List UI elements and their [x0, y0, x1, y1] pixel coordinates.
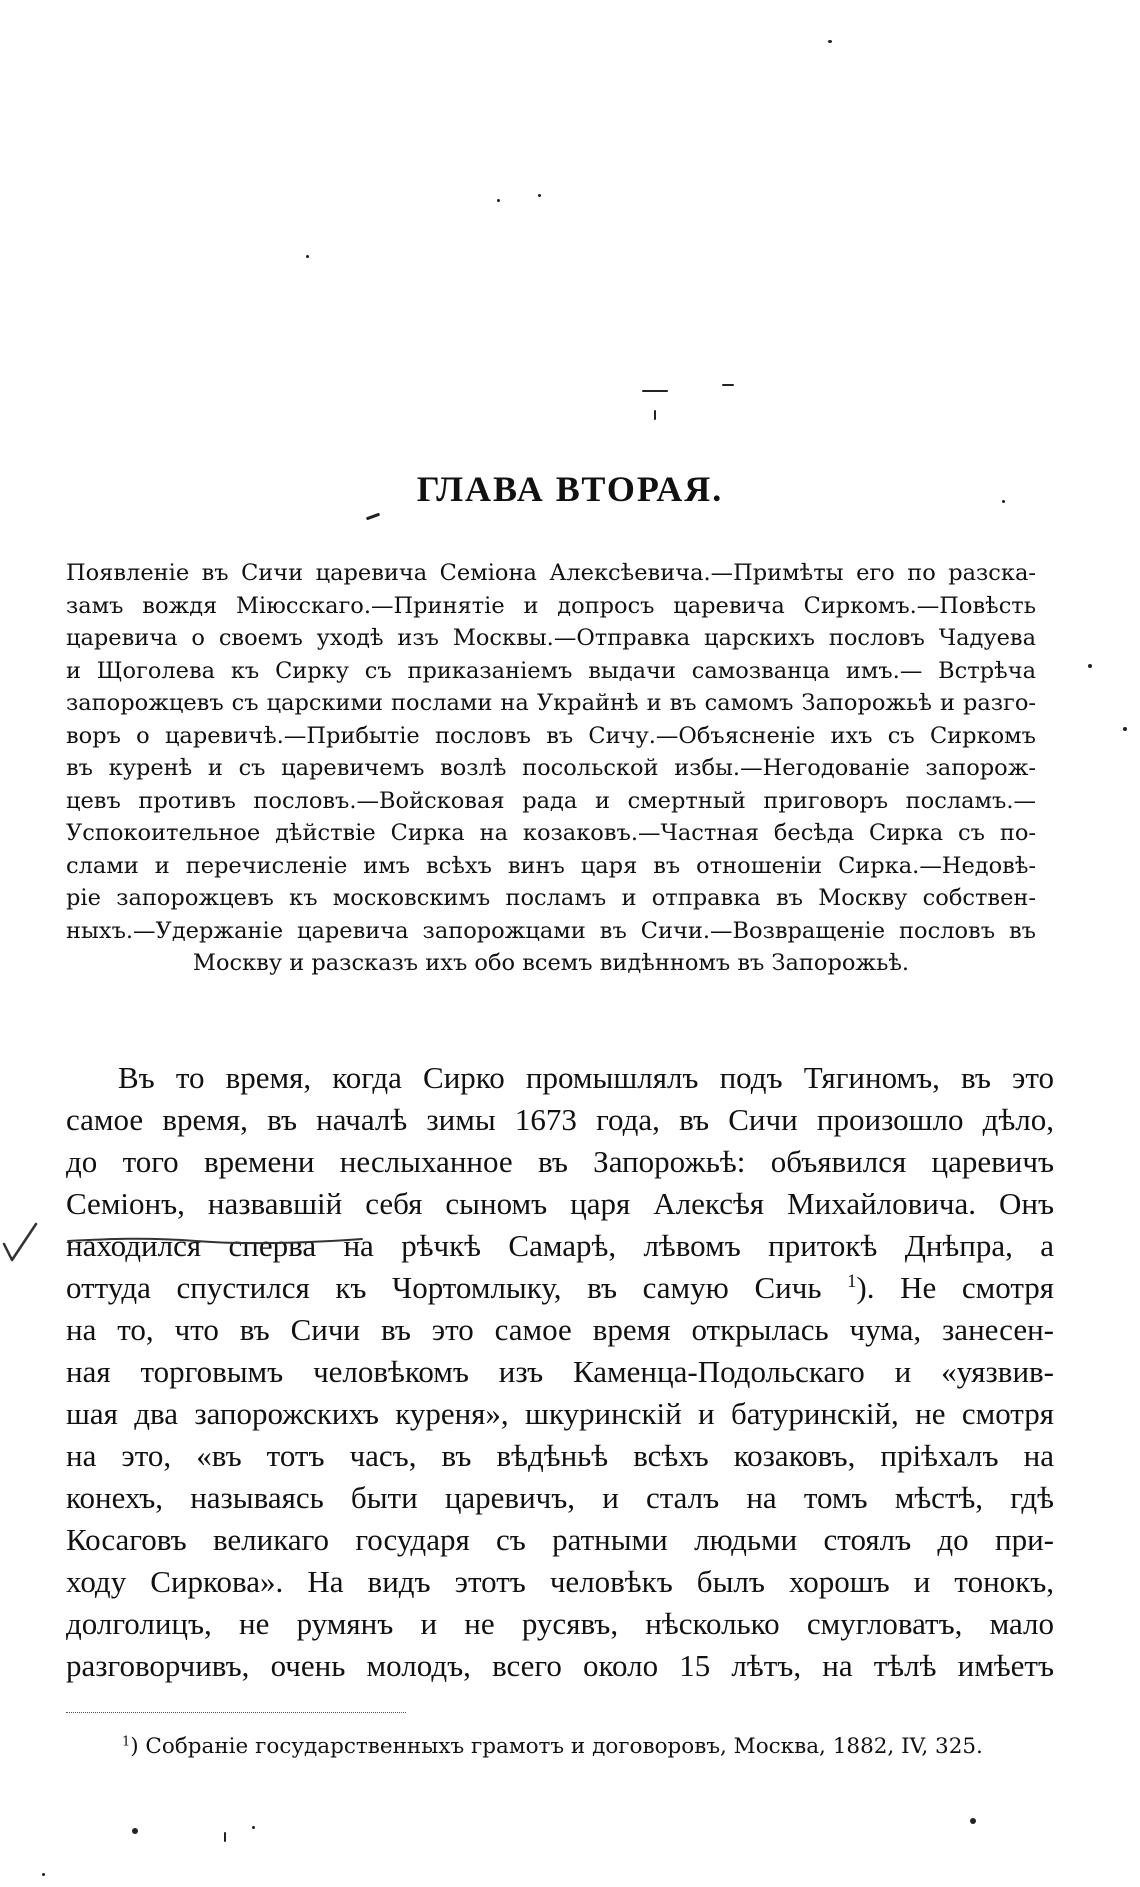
scan-speck	[722, 384, 734, 386]
body-line-text: оттуда спустился къ Чортомлыку, въ самую Сичь	[66, 1270, 822, 1305]
footnote-divider	[66, 1712, 406, 1713]
scan-speck	[654, 410, 656, 420]
footnote-text: ) Собраніе государственныхъ грамотъ и договоровъ, Москва, 1882, IV, 325.	[130, 1734, 983, 1759]
summary-line: въ куренѣ и съ царевичемъ возлѣ посольской избы.—Негодованіе запорож-	[66, 755, 1036, 781]
summary-line: слами и перечисленіе имъ всѣхъ винъ царя въ отношеніи Сирка.—Недовѣ-	[66, 852, 1036, 879]
scan-speck	[306, 255, 309, 258]
body-line-text: ). Не смотря	[856, 1270, 1055, 1305]
body-line: ходу Сиркова». На видъ этотъ человѣкъ былъ хорошъ и тонокъ,	[66, 1564, 1054, 1599]
scan-speck	[538, 194, 541, 197]
body-line	[66, 1267, 1054, 1309]
body-line: до того времени неслыханное въ Запорожьѣ: объявился царевичъ	[66, 1144, 1054, 1179]
body-line: шая два запорожскихъ куреня», шкуринскій и батуринскій, не смотря	[66, 1396, 1054, 1431]
scan-speck	[970, 1818, 976, 1824]
pencil-underline-mark	[66, 1233, 366, 1249]
scan-speck	[1123, 727, 1127, 731]
body-line: самое время, въ началѣ зимы 1673 года, въ Сичи произошло дѣло,	[66, 1102, 1054, 1137]
scan-speck	[132, 1828, 138, 1834]
summary-line: царевича о своемъ уходѣ изъ Москвы.—Отправка царскихъ пословъ Чадуева	[66, 625, 1036, 651]
scan-speck	[642, 390, 668, 392]
body-line: находился сперва на рѣчкѣ Самарѣ, лѣвомъ притокѣ Днѣпра, а	[66, 1228, 1054, 1263]
footnote-reference: 1	[847, 1270, 857, 1292]
body-line: на то, что въ Сичи въ это самое время открылась чума, занесен-	[66, 1312, 1054, 1347]
scan-speck	[366, 513, 380, 521]
summary-line: ныхъ.—Удержаніе царевича запорожцами въ Сичи.—Возвращеніе пословъ въ	[66, 917, 1036, 944]
summary-line: цевъ противъ пословъ.—Войсковая рада и смертный приговоръ посламъ.—	[66, 787, 1036, 814]
footnote	[122, 1732, 1052, 1762]
summary-line: запорожцевъ съ царскими послами на Украйнѣ и въ самомъ Запорожьѣ и разго-	[66, 690, 1036, 716]
scan-speck	[252, 1826, 255, 1829]
scan-speck	[224, 1832, 226, 1842]
summary-line: Появленіе въ Сичи царевича Семіона Алексѣевича.—Примѣты его по разска-	[66, 560, 1036, 586]
body-line: Косаговъ великаго государя съ ратными людьми стоялъ до при-	[66, 1522, 1054, 1557]
body-line: долголицъ, не румянъ и не русявъ, нѣсколько смугловатъ, мало	[66, 1606, 1054, 1641]
scan-speck	[497, 199, 500, 202]
body-line: ная торговымъ человѣкомъ изъ Каменца-Подольскаго и «уязвив-	[66, 1354, 1054, 1389]
summary-line: и Щоголева къ Сирку съ приказаніемъ выдачи самозванца имъ.— Встрѣча	[66, 657, 1036, 684]
pencil-checkmark-icon	[0, 1218, 40, 1266]
scan-speck	[828, 40, 832, 43]
body-line: Въ то время, когда Сирко промышлялъ подъ Тягиномъ, въ это	[118, 1060, 1054, 1095]
scan-speck	[1088, 664, 1092, 668]
body-line: разговорчивъ, очень молодъ, всего около 15 лѣтъ, на тѣлѣ имѣетъ	[66, 1648, 1054, 1683]
body-paragraph	[66, 1057, 1054, 1687]
summary-line: ріе запорожцевъ къ московскимъ посламъ и отправка въ Москву собствен-	[66, 885, 1036, 911]
summary-line: Москву и разсказъ ихъ обо всемъ видѣнномъ въ Запорожьѣ.	[192, 950, 910, 976]
scan-speck	[42, 1873, 45, 1876]
body-line: на это, «въ тотъ часъ, въ вѣдѣньѣ всѣхъ козаковъ, пріѣхалъ на	[66, 1438, 1054, 1473]
summary-line: Успокоительное дѣйствіе Сирка на козаковъ.—Частная бесѣда Сирка съ по-	[66, 820, 1036, 846]
body-line: конехъ, называясь быти царевичъ, и сталъ на томъ мѣстѣ, гдѣ	[66, 1480, 1054, 1515]
summary-line: воръ о царевичѣ.—Прибытіе пословъ въ Сичу.—Объясненіе ихъ съ Сиркомъ	[66, 722, 1036, 749]
chapter-title: ГЛАВА ВТОРАЯ.	[416, 469, 724, 509]
summary-line: замъ вождя Міюсскаго.—Принятіе и допросъ царевича Сиркомъ.—Повѣсть	[66, 592, 1036, 619]
chapter-summary	[66, 557, 1036, 980]
body-line: Семіонъ, назвавшій себя сыномъ царя Алексѣя Михайловича. Онъ	[66, 1186, 1054, 1221]
footnote-number: 1	[122, 1734, 131, 1750]
